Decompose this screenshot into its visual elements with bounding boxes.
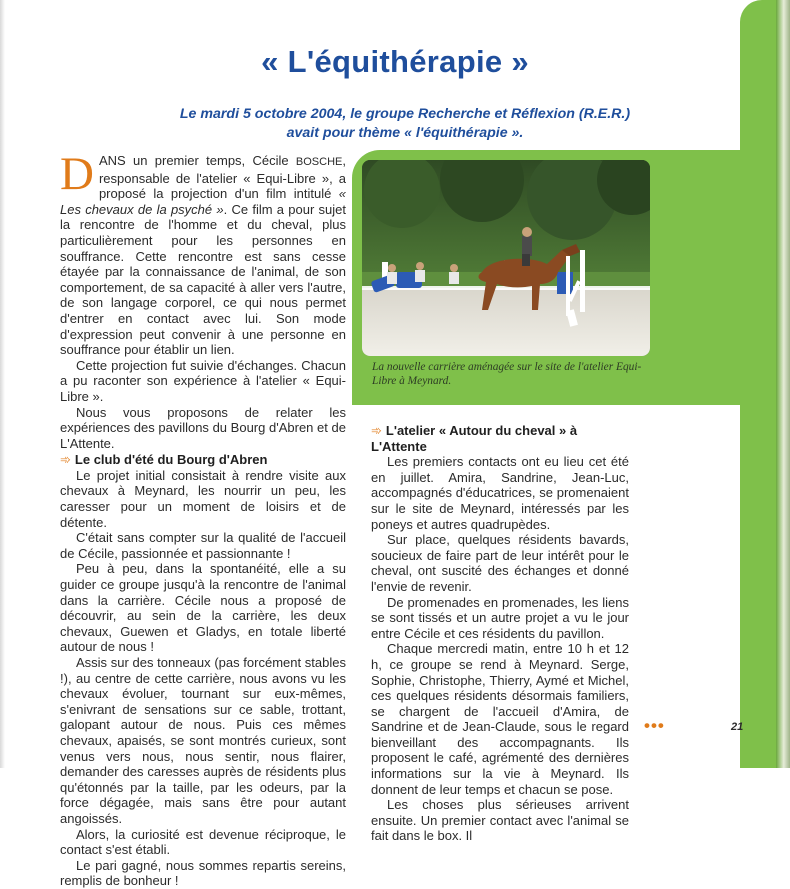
intro-paragraph <box>60 148 346 358</box>
green-corner <box>740 0 762 34</box>
body-paragraph: De promenades en promenades, les liens se sont tissés et un autre projet a vu le jour entre Cécile et ces résidents du pavillon. <box>371 594 629 641</box>
body-paragraph: Peu à peu, dans la spontanéité, elle a su guider ce groupe jusqu'à la rencontre de l'animal dans la carrière. Cécile nous a proposé de découvrir, au sein de la carrière, les deux chevaux, Guewen et Gladys, en totale liberté autour de nous ! <box>60 561 346 655</box>
author-name: BOSCHE <box>295 156 343 168</box>
body-paragraph: Le projet initial consistait à rendre visite aux chevaux à Meynard, les nourrir un peu, les caresser pour un moment de loisirs et de détente. <box>60 467 346 530</box>
drop-cap: D <box>60 148 94 200</box>
section-heading-text: L'atelier « Autour du cheval » à L'Attente <box>371 423 578 454</box>
intro-paragraph-2: Cette projection fut suivie d'échanges. Chacun a pu raconter son expérience à l'atelier « Equi-Libre ». <box>60 357 346 404</box>
page-number: 21 <box>731 721 744 733</box>
subtitle-line-1: Le mardi 5 octobre 2004, le groupe Recherche et Réflexion (R.E.R.) <box>179 106 631 122</box>
subtitle-line-2: avait pour thème « l'équithérapie ». <box>286 125 524 141</box>
arrow-right-icon: ➾ <box>60 452 71 468</box>
continuation-dots: ••• <box>644 716 665 735</box>
intro-paragraph-3: Nous vous proposons de relater les expériences des pavillons du Bourg d'Abren et de L'Attente. <box>60 404 346 451</box>
body-paragraph: Les premiers contacts ont eu lieu cet été en juillet. Amira, Sandrine, Jean-Luc, accompagnés d'éducatrices, se promenaient sur le site de Meynard, intéressés par les poneys et autres quadrupèdes. <box>371 454 629 532</box>
photo-caption: La nouvelle carrière aménagée sur le site de l'atelier Equi-Libre à Meynard. <box>372 361 642 387</box>
body-paragraph: Alors, la curiosité est devenue réciproque, le contact s'est établi. <box>60 826 346 858</box>
intro-text-a: ANS un premier temps, Cécile <box>98 153 296 168</box>
horse-arena-illustration <box>362 160 650 356</box>
book-spine <box>776 0 790 768</box>
film-title: « Les chevaux de la psyché » <box>60 186 346 217</box>
arena-photo <box>362 160 650 356</box>
subtitle <box>60 105 750 143</box>
body-paragraph: C'était sans compter sur la qualité de l'accueil de Cécile, passionnée et passionnante ! <box>60 530 346 561</box>
section-heading-text: Le club d'été du Bourg d'Abren <box>74 452 268 468</box>
right-column <box>371 422 629 844</box>
arrow-right-icon: ➾ <box>371 423 382 438</box>
body-paragraph: Les choses plus sérieuses arrivent ensuite. Un premier contact avec l'animal se fait dans le box. Il <box>371 797 629 844</box>
section-heading-bourg-dabren <box>60 452 346 468</box>
scan-shadow <box>0 0 5 768</box>
body-paragraph: Assis sur des tonneaux (pas forcément stables !), au centre de cette carrière, nous avons vu les chevaux évoluer, tournant sur eux-mêmes, s'enivrant de sensations sur ce sable, trottant, galopant autour de nous. Puis ces mêmes chevaux, apaisés, se sont montrés curieux, sont venus vers nous, nous sentir, nous flairer, demander des caresses auprès de résidents plus qu'étonnés par la taille, par les odeurs, par la force dégagée, mais sans être pour autant angoissés. <box>60 655 346 826</box>
body-paragraph: Sur place, quelques résidents bavards, soucieux de faire part de leur intérêt pour le cheval, ont suscité des échanges et donné l'envie de revenir. <box>371 532 629 594</box>
left-column <box>60 148 346 889</box>
intro-text-b: , responsable de l'atelier « Equi-Libre », a proposé la projection d'un film intitulé <box>98 153 346 202</box>
intro-text-c: . Ce film a pour sujet la rencontre de l'homme et du cheval, plus particulièrement pour les personnes en souffrance. Cette rencontre est sans cesse étayée par la connaissance de l'animal, de son comportement, de sa capacité à aller vers l'autre, de son langage corporel, ce qui nous permet d'entrer en contact avec lui. Son mode d'expression peut convenir à une personne en souffrance pour établir un lien. <box>60 201 346 358</box>
page-title: « L'équithérapie » <box>261 44 529 79</box>
body-paragraph: Le pari gagné, nous sommes repartis sereins, remplis de bonheur ! <box>60 857 346 889</box>
body-paragraph: Chaque mercredi matin, entre 10 h et 12 h, ce groupe se rend à Meynard. Serge, Sophie, Christophe, Thierry, Aymé et Michel, ces quelques résidents désormais familiers, se chargent de l'accueil d'Amira, de Sandrine et de Jean-Claude, sous le regard bienveillant des accompagnants. Ils proposent le café, agrémenté des dernières informations sur la vie à Meynard. Ils donnent de leur temps et chacun se pose. <box>371 641 629 797</box>
section-heading-lattente <box>371 423 629 454</box>
